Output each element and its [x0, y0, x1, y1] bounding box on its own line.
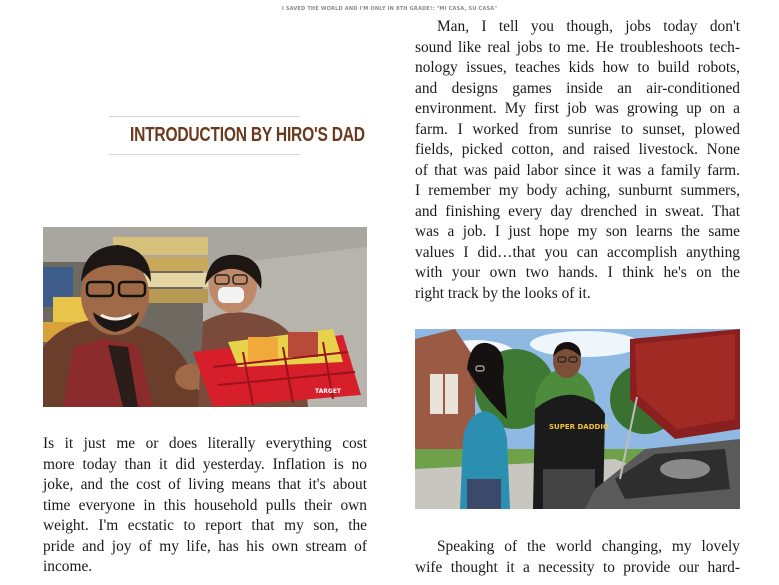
cart-label: TARGET [315, 388, 342, 395]
chapter-rule-bottom [109, 154, 300, 155]
grocery-selfie-photo [43, 227, 367, 407]
text-line: and designs games inside an air-conditioned [415, 79, 740, 97]
text-line: Man, I tell you though, jobs today don't [437, 18, 740, 35]
running-head: I SAVED THE WORLD AND I'M ONLY IN 8TH GRADE!: "MI CASA, SU CASA" [281, 6, 498, 12]
text-line: Is it just me or does literally everything cost [43, 435, 367, 452]
text-line: joke, and the cost of living means that it's about [43, 476, 367, 493]
text-line: farm. I worked from sunrise to sunset, plowed [415, 120, 740, 138]
text-line: pride and joy of my life, has his own stream of [43, 537, 367, 555]
text-line: values I did…that you can accomplish anything [415, 243, 740, 261]
right-paragraph-top [415, 17, 740, 304]
text-line: sound like real jobs to me. He troubleshoots tech- [415, 38, 740, 56]
car-hood-photo [415, 329, 740, 509]
text-line: nology issues, teaches kids how to build robots, [415, 59, 740, 76]
text-line: weight. I'm ecstatic to report that my son, the [43, 517, 367, 534]
text-line: income. [43, 558, 93, 575]
text-line: of that was paid labor since it was a family farm. [415, 161, 740, 179]
text-line: more today than it did yesterday. Inflation is no [43, 455, 367, 473]
text-line: and finishing every day drenched in sweat. That [415, 202, 740, 220]
text-line: time everyone in this household pulls their own [43, 496, 367, 514]
right-paragraph-bottom [415, 537, 740, 578]
text-line: wife thought it a necessity to provide our hard- [415, 558, 740, 576]
text-line: right track by the looks of it. [415, 284, 591, 302]
text-line: environment. My first job was growing up on a [415, 100, 740, 117]
text-line: with your own two hands. I think he's on the [415, 264, 740, 281]
shirt-text: SUPER DADDIO [549, 423, 609, 431]
left-paragraph [43, 434, 367, 578]
text-line: I remember my body aching, sunburnt summers, [415, 182, 740, 199]
text-line: was a job. I just hope my son learns the same [415, 223, 740, 240]
text-line: Speaking of the world changing, my lovely [437, 538, 740, 555]
chapter-rule-top [109, 116, 300, 117]
text-line: fields, picked cotton, and raised livestock. None [415, 141, 740, 158]
chapter-title: INTRODUCTION BY HIRO'S DAD [130, 124, 365, 146]
